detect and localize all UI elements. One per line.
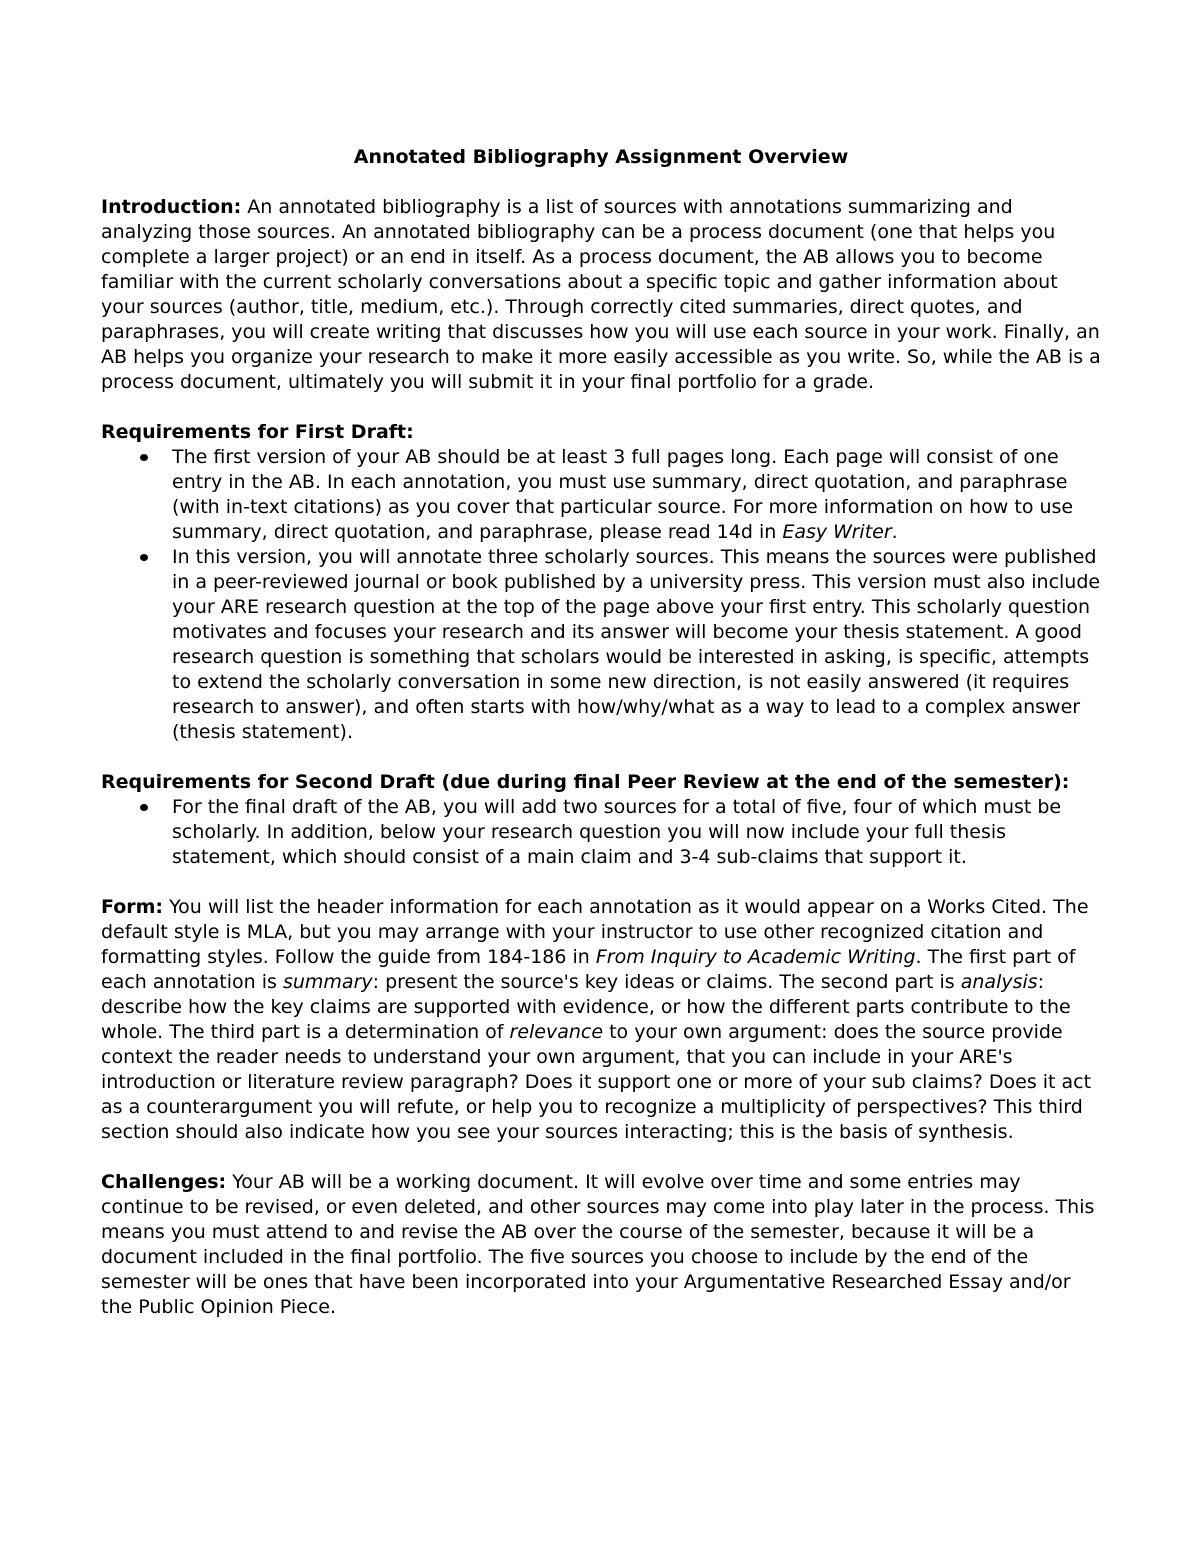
form-label: Form:: [101, 896, 164, 918]
form-text-2: . The first part of each annotation is: [101, 946, 1076, 993]
form-paragraph: [101, 895, 1101, 1145]
second-draft-list: [101, 795, 1101, 870]
first-draft-bullet-2: [101, 545, 1101, 745]
introduction-label: Introduction:: [101, 196, 242, 218]
second-draft-bullet-1-text: For the final draft of the AB, you will add two sources for a total of five, four of which must be scholarly. In addition, below your research question you will now include your full thesis statement, which should consist of a main claim and 3-4 sub-claims that support it.: [172, 796, 1062, 868]
challenges-paragraph: [101, 1170, 1101, 1320]
form-text-1: You will list the header information for each annotation as it would appear on a Works Cited. The default style is MLA, but you may arrange with your instructor to use other recognized citation and formatting styles. Follow the guide from 184-186 in: [101, 896, 1089, 968]
first-draft-bullet-1: [101, 445, 1101, 545]
form-italic-1: From Inquiry to Academic Writing: [595, 946, 916, 968]
document-title: Annotated Bibliography Assignment Overview: [353, 146, 849, 168]
second-draft-heading: Requirements for Second Draft (due during final Peer Review at the end of the semester):: [101, 771, 1070, 793]
second-draft-bullet-1: [101, 795, 1101, 870]
first-draft-bullet-1-end: .: [891, 521, 898, 543]
first-draft-list: [101, 445, 1101, 745]
first-draft-heading: Requirements for First Draft:: [101, 421, 414, 443]
form-italic-4: relevance: [509, 1021, 604, 1043]
challenges-label: Challenges:: [101, 1171, 227, 1193]
introduction-text: An annotated bibliography is a list of sources with annotations summarizing and analyzing those sources. An annotated bibliography can be a process document (one that helps you complete a larger project) or an end in itself. As a process document, the AB allows you to become familiar with the current scholarly conversations about a specific topic and gather information about your sources (author, title, medium, etc.). Through correctly cited summaries, direct quotes, and paraphrases, you will create writing that discusses how you will use each source in your work. Finally, an AB helps you organize your research to make it more easily accessible as you write. So, while the AB is a process document, ultimately you will submit it in your final portfolio for a grade.: [101, 196, 1101, 393]
challenges-text: Your AB will be a working document. It will evolve over time and some entries may continue to be revised, or even deleted, and other sources may come into play later in the process. This means you must attend to and revise the AB over the course of the semester, because it will be a document included in the final portfolio. The five sources you choose to include by the end of the semester will be ones that have been incorporated into your Argumentative Researched Essay and/or the Public Opinion Piece.: [101, 1171, 1095, 1318]
document-page: [101, 145, 1101, 1345]
first-draft-bullet-1-italic: Easy Writer: [782, 521, 892, 543]
form-text-4: : describe how the key claims are supported with evidence, or how the different parts contribute to the whole. The third part is a determination of: [101, 971, 1071, 1043]
form-italic-2: summary: [282, 971, 373, 993]
form-text-5: to your own argument: does the source provide context the reader needs to understand your own argument, that you can include in your ARE's introduction or literature review paragraph? Does it support one or more of your sub claims? Does it act as a counterargument you will refute, or help you to recognize a multiplicity of perspectives? This third section should also indicate how you see your sources interacting; this is the basis of synthesis.: [101, 1021, 1092, 1143]
first-draft-bullet-1-text: The first version of your AB should be at least 3 full pages long. Each page will consist of one entry in the AB. In each annotation, you must use summary, direct quotation, and paraphrase (with in-text citations) as you cover that particular source. For more information on how to use summary, direct quotation, and paraphrase, please read 14d in: [172, 446, 1074, 543]
form-text-3: : present the source's key ideas or claims. The second part is: [372, 971, 961, 993]
introduction-paragraph: [101, 195, 1101, 395]
first-draft-bullet-2-text: In this version, you will annotate three scholarly sources. This means the sources were published in a peer-reviewed journal or book published by a university press. This version must also include your ARE research question at the top of the page above your first entry. This scholarly question motivates and focuses your research and its answer will become your thesis statement. A good research question is something that scholars would be interested in asking, is specific, attempts to extend the scholarly conversation in some new direction, is not easily answered (it requires research to answer), and often starts with how/why/what as a way to lead to a complex answer (thesis statement).: [172, 546, 1101, 743]
form-italic-3: analysis: [960, 971, 1038, 993]
